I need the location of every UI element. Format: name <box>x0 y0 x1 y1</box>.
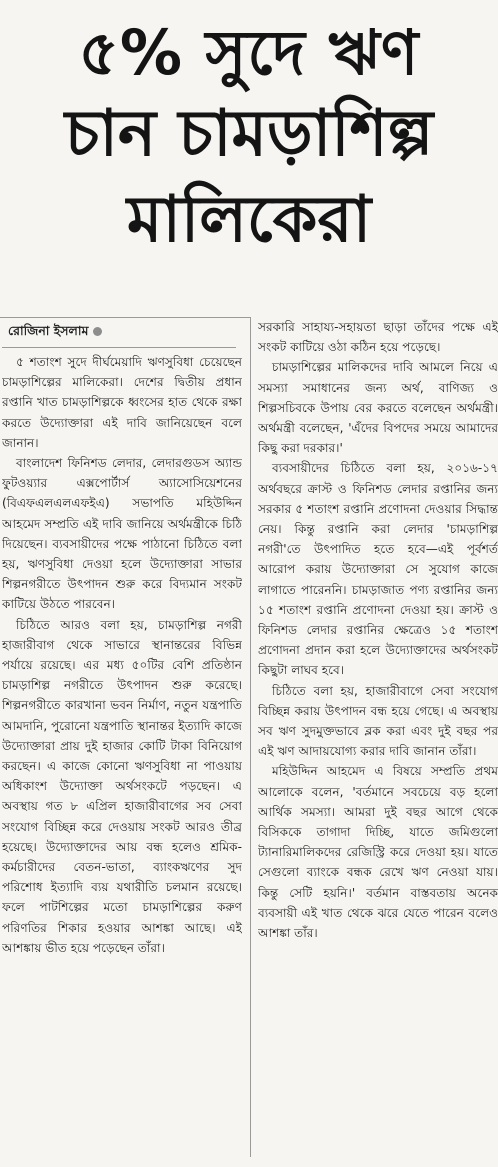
right-column <box>258 317 498 1163</box>
headline <box>0 2 498 257</box>
paragraph: চামড়াশিল্পের মালিকদের দাবি আমলে নিয়ে এ সমস্যা সমাধানের জন্য অর্থ, বাণিজ্য ও শিল্পসচিবকে উপায় বের করতে বলেছেন অর্থমন্ত্রী। অর্থমন্ত্রী বলেছেন, 'এঁদের বিপদের সময়ে আমাদের কিছু করা দরকার।' <box>258 360 498 456</box>
left-column <box>2 317 242 1163</box>
author-name: রোজিনা ইসলাম <box>8 323 89 338</box>
paragraph: মহিউদ্দিন আহমেদ এ বিষয়ে সম্প্রতি প্রথম আলোকে বলেন, 'বর্তমানে সবচেয়ে বড় হলো আর্থিক সমস্যা। আমরা দুই বছর আগে থেকে বিসিককে তাগাদা দিচ্ছি, যাতে জমিগুলো ট্যানারিমালিকদের রেজিস্ট্রি করে দেওয়া হয়। যাতে সেগুলো ব্যাংকে বন্ধক রেখে ঋণ নেওয়া যায়। কিন্তু সেটি হয়নি।' বর্তমান বাস্তবতায় অনেক ব্যবসায়ী এই খাত থেকে ঝরে যেতে পারেন বলেও আশঙ্কা তাঁর। <box>258 764 498 941</box>
paragraph: ৫ শতাংশ সুদে দীর্ঘমেয়াদি ঋণসুবিধা চেয়েছেন চামড়াশিল্পের মালিকেরা। দেশের দ্বিতীয় প্রধান রপ্তানি খাত চামড়াশিল্পকে ধ্বংসের হাত থেকে রক্ষা করতে উদ্যোক্তারা এই দাবি জানিয়েছেন বলে জানান। <box>2 355 242 450</box>
byline <box>8 323 242 343</box>
byline-rule <box>2 347 236 348</box>
author-bullet-icon <box>93 327 102 336</box>
paragraph: সরকারি সাহায্য-সহায়তা ছাড়া তাঁদের পক্ষে এই সংকট কাটিয়ে ওঠা কঠিন হয়ে পড়েছে। <box>258 320 498 355</box>
paragraph: বাংলাদেশ ফিনিশড লেদার, লেদারগুডস অ্যান্ড ফুটওয়্যার এক্সপোর্টার্স অ্যাসোসিয়েশনের (বিএফএলএলএফইএ) সভাপতি মহিউদ্দিন আহমেদ সম্প্রতি এই দাবি জানিয়ে অর্থমন্ত্রীকে চিঠি দিয়েছেন। ব্যবসায়ীদের পক্ষে পাঠানো চিঠিতে বলা হয়, ঋণসুবিধা দেওয়া হলে উদ্যোক্তারা সাভার শিল্পনগরীতে উৎপাদন শুরু করে বিদ্যমান সংকট কাটিয়ে উঠতে পারবেন। <box>2 456 242 612</box>
headline-line-3: মালিকেরা <box>126 183 372 257</box>
paragraph: চিঠিতে আরও বলা হয়, চামড়াশিল্প নগরী হাজারীবাগ থেকে সাভারে স্থানান্তরের বিভিন্ন পর্যায়ে রয়েছে। এর মধ্য ৫০টির বেশি প্রতিষ্ঠান চামড়াশিল্প নগরীতে উৎপাদন শুরু করেছে। শিল্পনগরীতে কারখানা ভবন নির্মাণ, নতুন যন্ত্রপাতি আমদানি, পুরোনো যন্ত্রপাতি স্থানান্তর ইত্যাদি কাজে উদ্যোক্তারা প্রায় দুই হাজার কোটি টাকা বিনিয়োগ করছেন। এ কাজে কোনো ঋণসুবিধা না পাওয়ায় অধিকাংশ উদ্যোক্তা অর্থসংকটে পড়ছেন। এ অবস্থায় গত ৮ এপ্রিল হাজারীবাগের সব সেবা সংযোগ বিচ্ছিন্ন করে দেওয়ায় সংকট আরও তীব্র হয়েছে। উদ্যোক্তাদের আয় বন্ধ হলেও শ্রমিক-কর্মচারীদের বেতন-ভাতা, ব্যাংকঋণের সুদ পরিশোধ ইত্যাদি ব্যয় যথারীতি চলমান রয়েছে। ফলে পাটশিল্পের মতো চামড়াশিল্পের করুণ পরিণতির শিকার হওয়ার আশঙ্কা আছে। এই আশঙ্কায় ভীত হয়ে পড়েছেন তাঁরা। <box>2 617 242 955</box>
paragraph: ব্যবসায়ীদের চিঠিতে বলা হয়, ২০১৬-১৭ অর্থবছরে ক্রাস্ট ও ফিনিশড লেদার রপ্তানির জন্য সরকার ৫ শতাংশ রপ্তানি প্রণোদনা দেওয়ার সিদ্ধান্ত নেয়। কিন্তু রপ্তানি করা লেদার 'চামড়াশিল্প নগরী'তে উৎপাদিত হতে হবে—এই পূর্বশর্ত আরোপ করায় উদ্যোক্তারা সে সুযোগ কাজে লাগাতে পারেননি। চামড়াজাত পণ্য রপ্তানির জন্য ১৫ শতাংশ রপ্তানি প্রণোদনা দেওয়া হয়। ক্রাস্ট ও ফিনিশড লেদার রপ্তানির ক্ষেত্রেও ১৫ শতাংশ প্রণোদনা প্রদান করা হলে উদ্যোক্তাদের অর্থসংকট কিছুটা লাঘব হবে। <box>258 461 498 678</box>
headline-line-1: ৫% সুদে ঋণ <box>78 16 420 89</box>
headline-line-2: চান চামড়াশিল্প <box>64 97 434 171</box>
article-body <box>0 317 498 1163</box>
paragraph: চিঠিতে বলা হয়, হাজারীবাগে সেবা সংযোগ বিচ্ছিন্ন করায় উৎপাদন বন্ধ হয়ে গেছে। এ অবস্থায় সব ঋণ সুদমুক্তভাবে ব্লক করা এবং দুই বছর পর এই ঋণ আদায়যোগ্য করার দাবি জানান তাঁরা। <box>258 683 498 759</box>
